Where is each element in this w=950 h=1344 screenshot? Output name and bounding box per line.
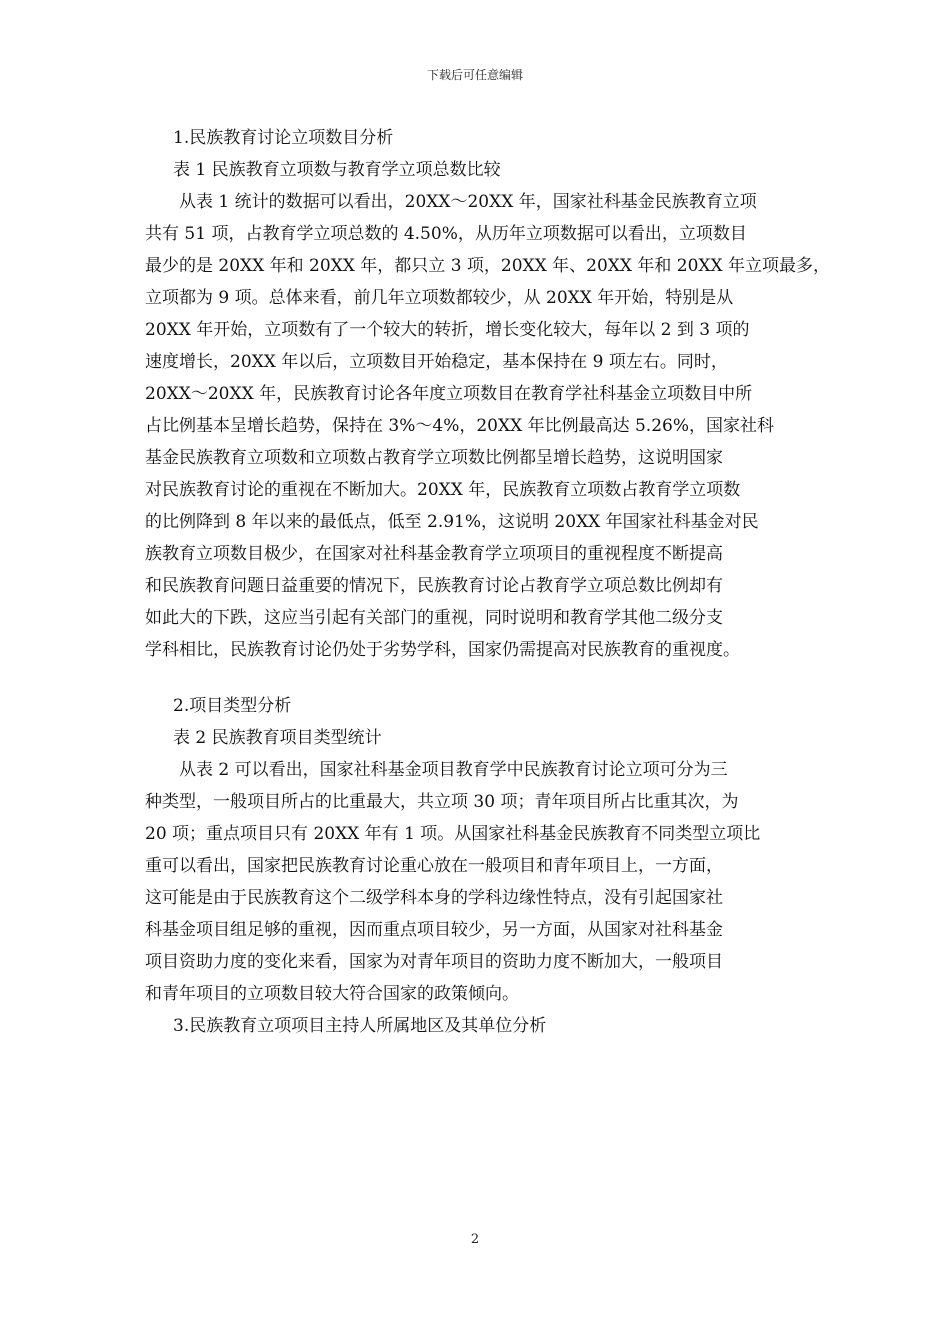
paragraph-line: 项目资助力度的变化来看，国家为对青年项目的资助力度不断加大，一般项目 <box>145 952 723 972</box>
paragraph-line: 种类型，一般项目所占的比重最大，共立项 30 项；青年项目所占比重其次，为 <box>145 792 739 812</box>
table-1-caption: 表 1 民族教育立项数与教育学立项总数比较 <box>173 160 501 180</box>
paragraph-line: 科基金项目组足够的重视，因而重点项目较少，另一方面，从国家对社科基金 <box>145 920 723 940</box>
page-header: 下载后可任意编辑 <box>426 68 523 82</box>
section-spacer <box>145 666 817 690</box>
page-number: 2 <box>470 1232 480 1247</box>
paragraph-line: 和民族教育问题日益重要的情况下，民族教育讨论占教育学立项总数比例却有 <box>145 576 723 596</box>
paragraph-line: 如此大的下跌，这应当引起有关部门的重视，同时说明和教育学其他二级分支 <box>145 608 723 628</box>
table-2-caption: 表 2 民族教育项目类型统计 <box>173 728 382 748</box>
paragraph-line: 速度增长，20XX 年以后，立项数目开始稳定，基本保持在 9 项左右。同时， <box>145 352 728 372</box>
paragraph-line: 基金民族教育立项数和立项数占教育学立项数比例都呈增长趋势，这说明国家 <box>145 448 723 468</box>
paragraph-line: 族教育立项数目极少，在国家对社科基金教育学立项项目的重视程度不断提高 <box>145 544 723 564</box>
document-body <box>145 122 831 1042</box>
paragraph-line: 占比例基本呈增长趋势，保持在 3%～4%，20XX 年比例最高达 5.26%，国家社科 <box>145 416 774 436</box>
paragraph-line: 20XX～20XX 年，民族教育讨论各年度立项数目在教育学社科基金立项数目中所 <box>145 384 753 404</box>
paragraph-line: 的比例降到 8 年以来的最低点，低至 2.91%，这说明 20XX 年国家社科基金对民 <box>145 512 759 532</box>
paragraph-line: 共有 51 项，占教育学立项总数的 4.50%，从历年立项数据可以看出，立项数目 <box>145 224 747 244</box>
section-1-heading: 1.民族教育讨论立项数目分析 <box>173 128 394 148</box>
paragraph-line: 对民族教育讨论的重视在不断加大。20XX 年，民族教育立项数占教育学立项数 <box>145 480 741 500</box>
paragraph-line: 从表 2 可以看出，国家社科基金项目教育学中民族教育讨论立项可分为三 <box>179 760 728 780</box>
section-2-heading: 2.项目类型分析 <box>173 696 292 716</box>
paragraph-line: 学科相比，民族教育讨论仍处于劣势学科，国家仍需提高对民族教育的重视度。 <box>145 640 740 660</box>
paragraph-line: 重可以看出，国家把民族教育讨论重心放在一般项目和青年项目上，一方面， <box>145 856 723 876</box>
paragraph-line: 和青年项目的立项数目较大符合国家的政策倾向。 <box>145 984 519 1004</box>
section-3-heading: 3.民族教育立项项目主持人所属地区及其单位分析 <box>173 1016 547 1036</box>
paragraph-line: 立项都为 9 项。总体来看，前几年立项数都较少，从 20XX 年开始，特别是从 <box>145 288 734 308</box>
paragraph-line: 20 项；重点项目只有 20XX 年有 1 项。从国家社科基金民族教育不同类型立项比 <box>145 824 761 844</box>
paragraph-line: 20XX 年开始，立项数有了一个较大的转折，增长变化较大，每年以 2 到 3 项的 <box>145 320 750 340</box>
paragraph-line: 这可能是由于民族教育这个二级学科本身的学科边缘性特点，没有引起国家社 <box>145 888 723 908</box>
paragraph-line: 从表 1 统计的数据可以看出，20XX～20XX 年，国家社科基金民族教育立项 <box>179 192 757 212</box>
paragraph-line: 最少的是 20XX 年和 20XX 年，都只立 3 项，20XX 年、20XX 年和 20XX 年立项最多， <box>145 256 831 276</box>
